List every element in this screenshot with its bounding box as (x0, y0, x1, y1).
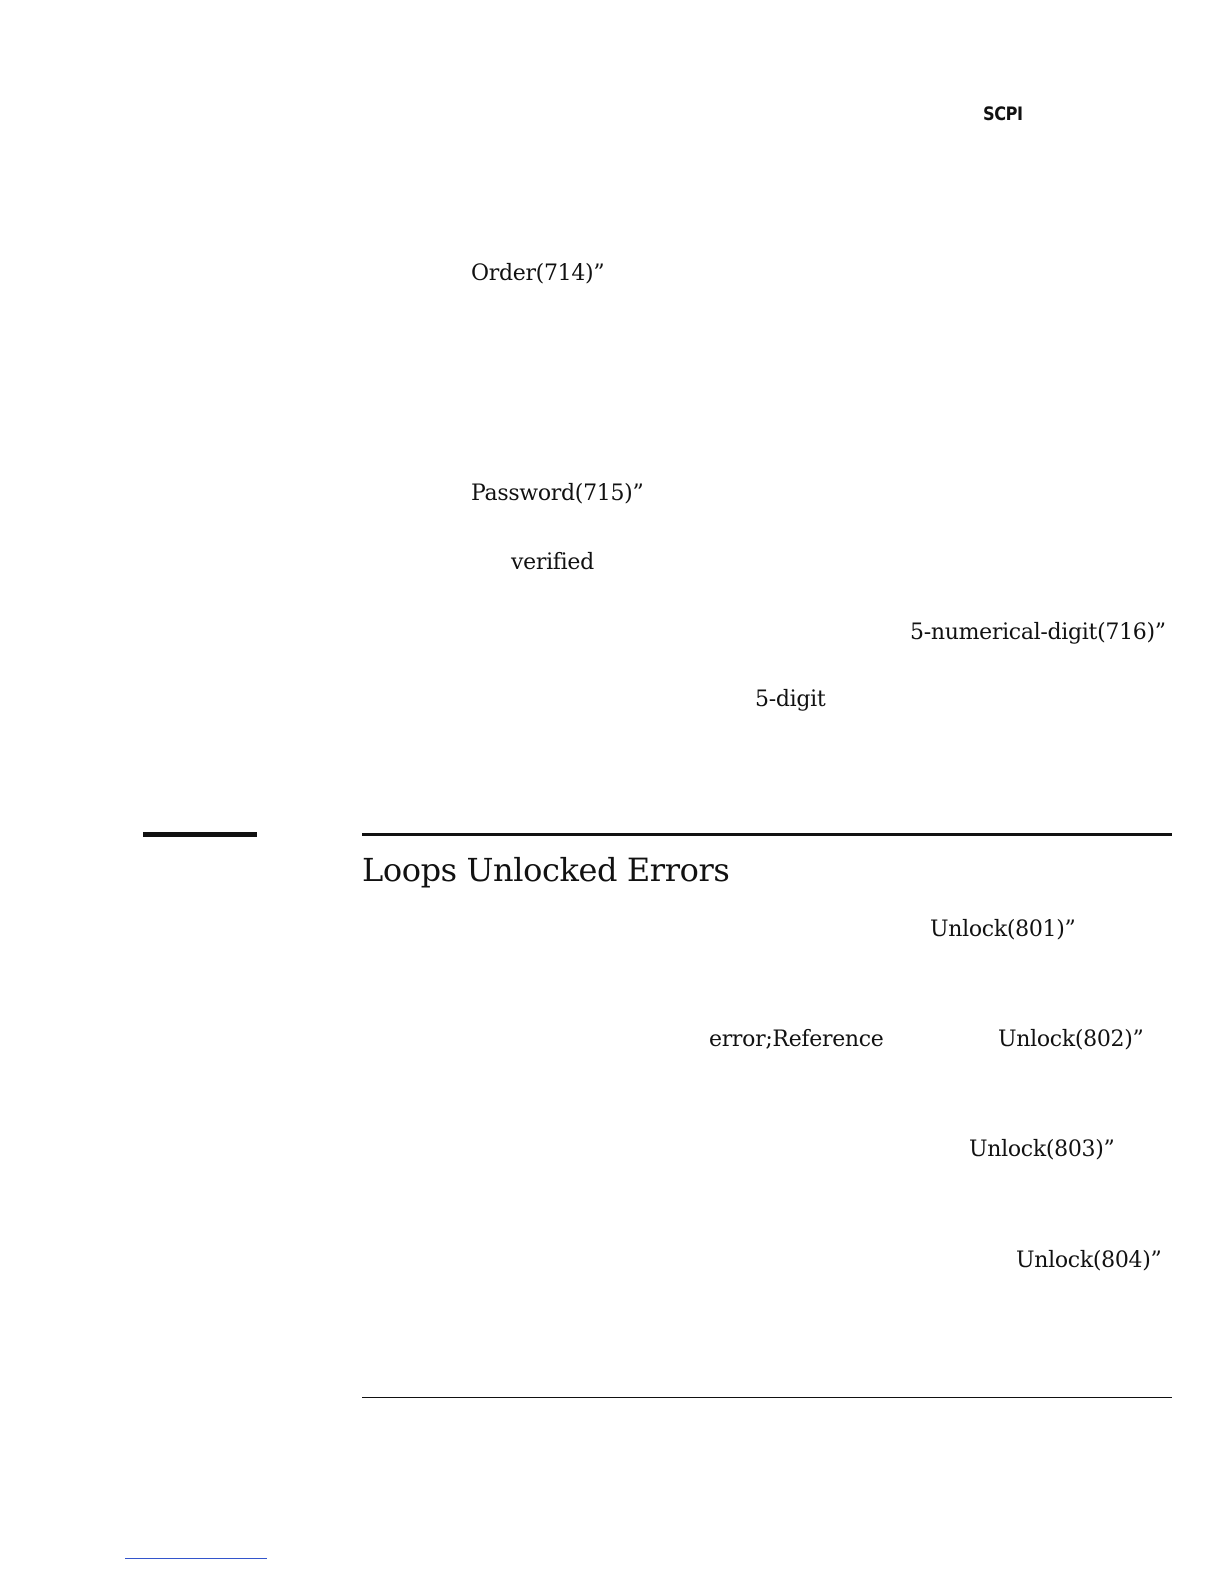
error-804-text: Unlock(804)” (1016, 1248, 1162, 1273)
margin-section-bar (143, 832, 257, 837)
footer-underline (125, 1558, 267, 1559)
section-heading-loops-unlocked-errors: Loops Unlocked Errors (362, 851, 730, 889)
header-scpi-tag: SCPI (983, 103, 1023, 125)
error-reference-text: error;Reference (709, 1027, 884, 1052)
error-716-text: 5-numerical-digit(716)” (910, 620, 1166, 645)
error-803-text: Unlock(803)” (969, 1137, 1115, 1162)
verified-text: verified (511, 550, 594, 575)
section-top-rule (362, 833, 1172, 836)
error-715-text: Password(715)” (471, 481, 644, 506)
error-714-text: Order(714)” (471, 261, 605, 286)
error-802-text: Unlock(802)” (998, 1027, 1144, 1052)
error-801-text: Unlock(801)” (930, 917, 1076, 942)
five-digit-text: 5-digit (755, 687, 826, 712)
section-bottom-rule (362, 1397, 1172, 1398)
